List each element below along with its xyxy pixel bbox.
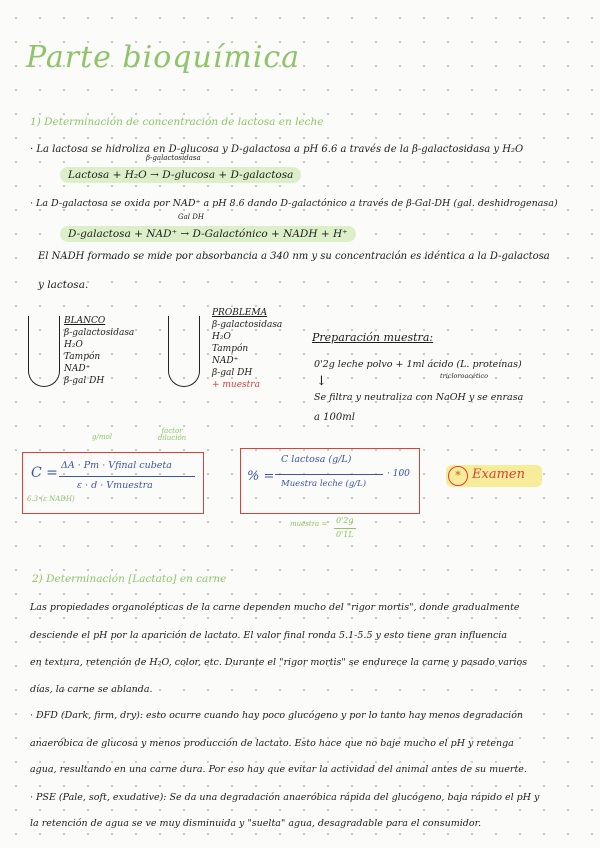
reaction2-enzyme: Gal DH <box>178 213 204 221</box>
blanco-item: H₂O <box>64 340 83 350</box>
blanco-item: β-galactosidasa <box>64 328 135 338</box>
reaction2-text: D-galactosa + NAD⁺ → D-Galactónico + NADH + H⁺ <box>60 226 356 242</box>
formula2-denominator: Muestra leche (g/L) <box>281 479 367 489</box>
preparacion-line3: a 100ml <box>314 412 355 423</box>
preparacion-title: Preparación muestra: <box>312 331 434 344</box>
section2-dfd-line: agua, resultando en una carne dura. Por eso hay que evitar la actividad del animal antes de su muerte. <box>30 764 527 775</box>
formula1-box <box>22 452 204 514</box>
problema-item: β-gal DH <box>212 368 253 378</box>
section1-line4: y lactosa. <box>38 279 89 291</box>
problema-item: NAD⁺ <box>212 356 239 366</box>
section1-line3: El NADH formado se mide por absorbancia a 340 nm y su concentración es idéntica a la D-galactosa <box>38 251 550 262</box>
section2-heading: 2) Determinación [Lactato] en carne <box>32 573 227 585</box>
down-arrow-icon: ↓ <box>316 374 327 389</box>
section2-pse-line: · PSE (Pale, soft, exudative): Se da una degradación anaeróbica rápida del glucógeno, baja rápido el pH y <box>30 792 540 803</box>
formula2-fraction-bar <box>275 474 383 475</box>
blanco-item: Tampón <box>64 352 101 362</box>
formula1-note-gmol: g/mol <box>92 433 112 441</box>
section1-line2: · La D-galactosa se oxida por NAD⁺ a pH 8.6 dando D-galactónico a través de β-Gal-DH (gal. deshidrogenasa) <box>30 198 558 209</box>
formula2-times: · 100 <box>387 469 410 479</box>
reaction1 <box>60 154 301 182</box>
section1-heading: 1) Determinación de concentración de lactosa en leche <box>30 116 324 128</box>
formula2-note-num: 0'2g <box>336 516 354 525</box>
formula1-fraction-bar <box>59 476 195 477</box>
reaction1-text: Lactosa + H₂O → D-glucosa + D-galactosa <box>60 167 301 183</box>
formula2-numerator: C lactosa (g/L) <box>281 454 352 465</box>
problema-title: PROBLEMA <box>212 308 268 318</box>
section2-p1-line: desciende el pH por la aparición de lactato. El valor final ronda 5.1-5.5 y esto tiene gran influencia <box>30 630 507 641</box>
section2-p1-line: Las propiedades organolépticas de la carne dependen mucho del "rigor mortis", donde gradualmente <box>30 602 520 613</box>
formula2-note-muestra: muestra = <box>290 520 328 528</box>
reaction2 <box>60 213 356 241</box>
page-title: Parte bioquímica <box>26 40 301 75</box>
blanco-item: β-gal DH <box>64 376 105 386</box>
section2-p1-line: días, la carne se ablanda. <box>30 684 153 695</box>
formula1-lhs: C = <box>31 465 58 481</box>
problema-item: H₂O <box>212 332 231 342</box>
formula2-lhs: % = <box>247 469 275 484</box>
problema-extra: + muestra <box>212 380 260 390</box>
formula2-box <box>240 448 420 514</box>
blanco-list <box>64 315 134 387</box>
preparacion-note: tricloroacético <box>440 372 489 380</box>
blanco-item: NAD⁺ <box>64 364 91 374</box>
section2-pse-line: la retención de agua se ve muy disminuida y "suelta" agua, desagradable para el consumidor. <box>30 818 482 829</box>
section2-dfd-line: anaeróbica de glucosa y menos producción de lactato. Esto hace que no baje mucho el pH y retenga <box>30 738 514 749</box>
formula2-note-bar <box>334 528 356 529</box>
preparacion-line1: 0'2g leche polvo + 1ml ácido (L. proteínas) <box>314 359 522 370</box>
problema-item: β-galactosidasa <box>212 320 283 330</box>
problema-list <box>212 307 282 391</box>
star-icon: * <box>448 466 468 486</box>
formula1-numerator: ΔA · Pm · Vfinal cubeta <box>61 460 172 471</box>
exam-label: Examen <box>472 467 525 482</box>
formula1-denominator: ε · d · Vmuestra <box>77 480 153 491</box>
formula2-note-den: 0'1L <box>336 530 354 539</box>
formula1-note-factor: factor dilución <box>157 427 187 443</box>
section2-p1-line: en textura, retención de H₂O, color, etc. Durante el "rigor mortis" se endurece la carne y pasado varios <box>30 657 528 668</box>
test-tube-problema <box>168 316 200 387</box>
preparacion-line2: Se filtra y neutraliza con NaOH y se enrasa <box>314 392 524 403</box>
section1-line1: · La lactosa se hidroliza en D-glucosa y D-galactosa a pH 6.6 a través de la β-galactosidasa y H₂O <box>30 144 524 155</box>
problema-item: Tampón <box>212 344 249 354</box>
test-tube-blanco <box>28 316 60 387</box>
section2-dfd-line: · DFD (Dark, firm, dry): esto ocurre cuando hay poco glucógeno y por lo tanto hay menos degradación <box>30 710 524 721</box>
blanco-title: BLANCO <box>64 316 106 326</box>
reaction1-enzyme: β-galactosidasa <box>146 154 201 162</box>
formula1-note-eps: 6.3 (ε NADH) <box>27 495 75 503</box>
